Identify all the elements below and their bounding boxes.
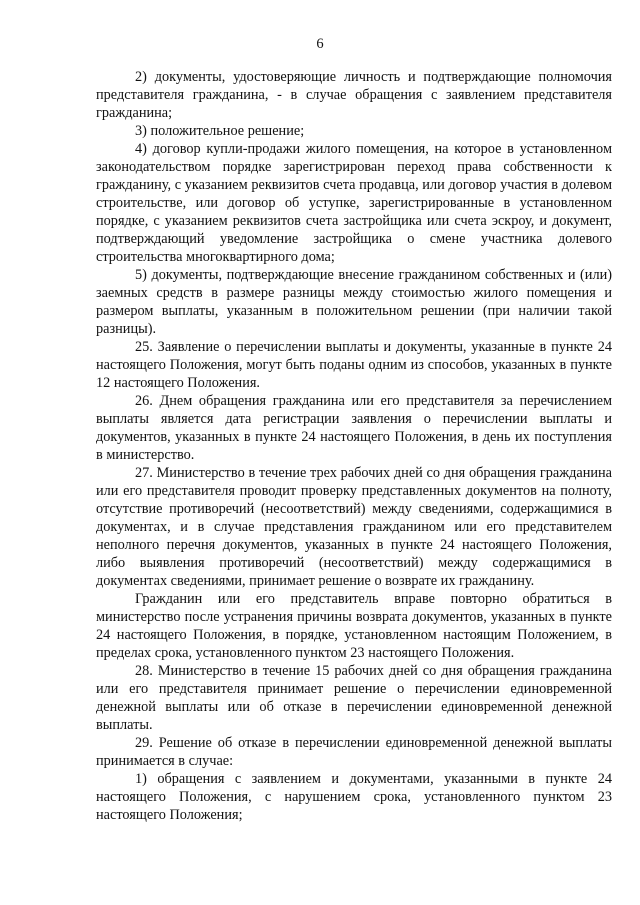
paragraph-clause-27: 27. Министерство в течение трех рабочих дней со дня обращения гражданина или его представителя проводит проверку представленных документов на полноту, отсутствие противоречий (несоответствий) между сведениями, содержащимися в документах, и в случае представления гражданином или его представителем неполного перечня документов, указанных в пункте 24 настоящего Положения, либо выявления противоречий (несоответствий) между содержащимися в документах сведениями, принимает решение о возврате их гражданину. — [96, 465, 612, 589]
document-body — [96, 68, 612, 824]
paragraph-clause-26: 26. Днем обращения гражданина или его представителя за перечислением выплаты является дата регистрации заявления о перечислении выплаты и документов, указанных в пункте 24 настоящего Положения, в день их поступления в министерство. — [96, 393, 612, 463]
paragraph-clause-27-repeat-application: Гражданин или его представитель вправе повторно обратиться в министерство после устранения причины возврата документов, указанных в пункте 24 настоящего Положения, в порядке, установленном настоящим Положением, в пределах срока, установленного пунктом 23 настоящего Положения. — [96, 591, 612, 661]
paragraph-clause-25: 25. Заявление о перечислении выплаты и документы, указанные в пункте 24 настоящего Положения, могут быть поданы одним из способов, указанных в пункте 12 настоящего Положения. — [96, 339, 612, 391]
paragraph-clause-29: 29. Решение об отказе в перечислении единовременной денежной выплаты принимается в случае: — [96, 735, 612, 769]
paragraph-item-5-own-funds-documents: 5) документы, подтверждающие внесение гражданином собственных и (или) заемных средств в размере разницы между стоимостью жилого помещения и размером выплаты, указанным в положительном решении (при наличии такой разницы). — [96, 267, 612, 337]
page-number: 6 — [316, 36, 324, 52]
paragraph-item-4-purchase-contract: 4) договор купли-продажи жилого помещения, на которое в установленном законодательством порядке зарегистрирован переход права собственности к гражданину, с указанием реквизитов счета продавца, или договор участия в долевом строительстве, или договор об уступке, зарегистрированные в установленном порядке, с указанием реквизитов счета застройщика или счета эскроу, и документ, подтверждающий уведомление застройщика о смене участника долевого строительства многоквартирного дома; — [96, 141, 612, 265]
paragraph-clause-28: 28. Министерство в течение 15 рабочих дней со дня обращения гражданина или его представителя принимает решение о перечислении единовременной денежной выплаты или об отказе в перечислении единовременной денежной выплаты. — [96, 663, 612, 733]
paragraph-clause-29-item-1: 1) обращения с заявлением и документами, указанными в пункте 24 настоящего Положения, с нарушением срока, установленного пунктом 23 настоящего Положения; — [96, 771, 612, 823]
paragraph-item-3-positive-decision: 3) положительное решение; — [135, 123, 305, 139]
paragraph-item-2-identity-documents: 2) документы, удостоверяющие личность и подтверждающие полномочия представителя гражданина, - в случае обращения с заявлением представителя гражданина; — [96, 69, 612, 121]
